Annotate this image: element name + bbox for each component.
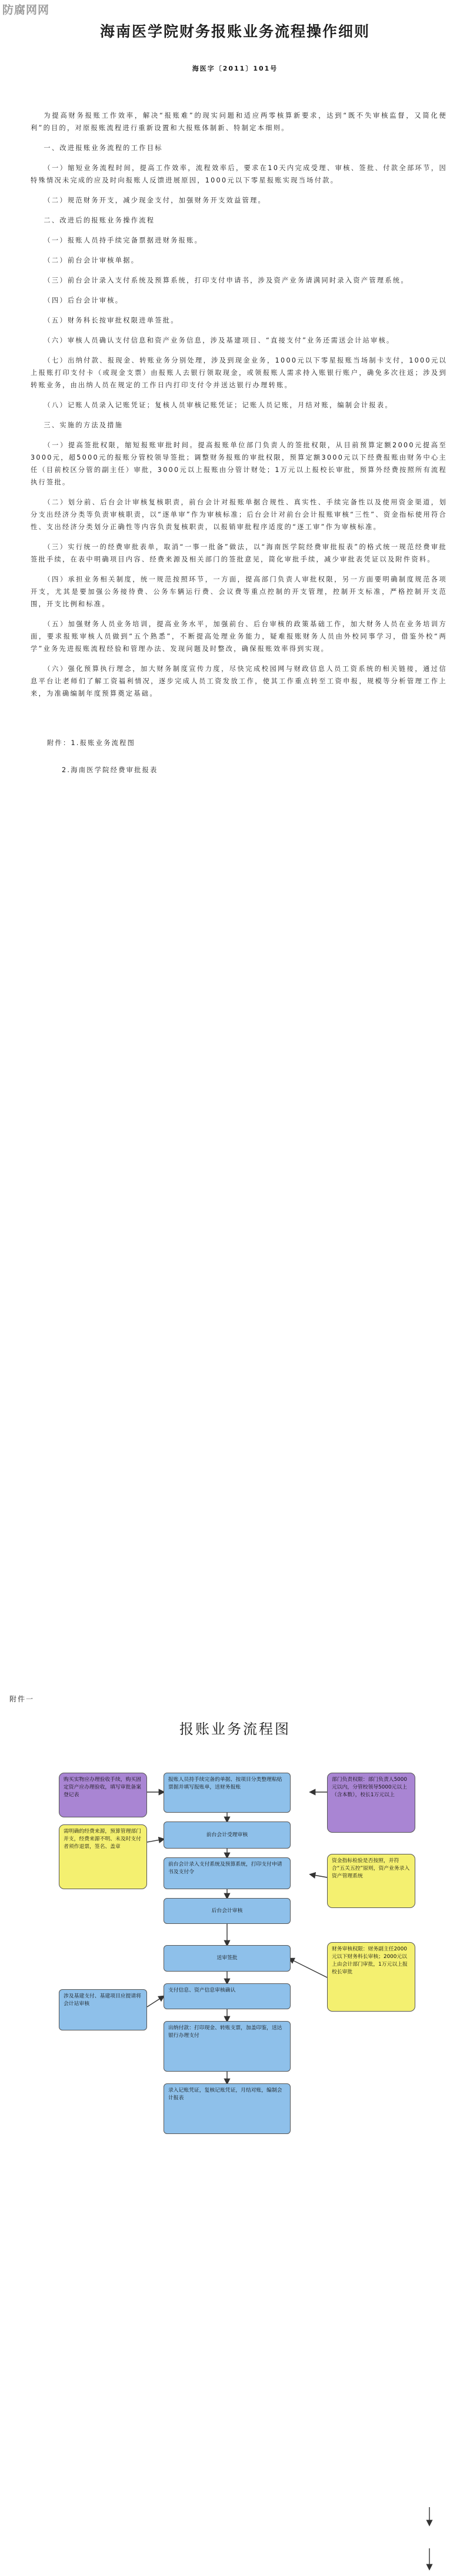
flow-step-reporter-submit: 报账人员持手续完备的单据、按项目分类整理粘贴票据并填写报账单，送财务报账 <box>164 1773 291 1813</box>
paragraph: （八）记账人员录入记账凭证；复核人员审核记账凭证；记账人员记账，月结对账，编制会计报表。 <box>44 401 393 409</box>
section-heading-2: 二、改进后的报账业务操作流程 <box>44 217 155 224</box>
paragraph: （五）加强财务人员业务培训，提高业务水平，加强前台、后台审核的政策基础工作，加大财务人员在业务培训方面，要求报账审核人员做到“五个熟悉”，不断提高处理业务能力，疑难报账财务人员由外校同事学习，借鉴外校“两学”业务先进报账流程经验和管理办法、发现问题及时整改，确保报账效率得到实现。 <box>31 620 447 653</box>
paragraph: （三）实行统一的经费审批表单，取消“一事一批备”做法，以“海南医学院经费审批报表”的格式统一规范经费审批签批手续，在表中明确项目内容、经费来源及相关部门的签批意见，简化审批手续，减少审批表凭证以及附件资料。 <box>31 543 447 563</box>
flow-step-sign: 送审签批 <box>164 1945 291 1972</box>
paragraph: （二）前台会计审核单据。 <box>44 257 139 264</box>
flow-step-confirm: 支付信息、资产信息审核确认 <box>164 1983 291 2009</box>
note-fund-index-check: 资金指标检验是否按照，并符合“五关五控”原则，资产业务录入资产管理系统 <box>327 1854 415 1908</box>
section-heading-3: 三、实施的方法及措施 <box>44 421 124 429</box>
flow-arrow <box>147 1996 164 2007</box>
paragraph: （四）承担业务相关制度，统一规范按照环节，一方面，提高部门负责人审批权限，另一方面要明确制度规范各项开支，尤其是要加强公务接待费、公务车辆运行费、会议费等重点控制的开支管理，控制开支标准，严格控制开支范围，开支比例和标准。 <box>31 576 447 608</box>
flowchart-title: 报账业务流程图 <box>179 1721 291 1737</box>
attachment-list-label: 附件：1.报账业务流程图 <box>47 739 136 747</box>
note-capital-project: 涉及基建支付、基建项目应提请将会计站审核 <box>59 1989 147 2030</box>
flow-step-front-review: 前台会计受理审核 <box>164 1822 291 1849</box>
note-finance-review-authority: 财务审核权限：财务副主任2000元以下财务科长审核；2000元以上由会计部门审批，1万元以上报校长审批 <box>327 1942 415 2012</box>
note-asset-acceptance: 购买实物应办理验收手续，购买固定资产应办理验收，填写审批备案登记表 <box>59 1773 147 1817</box>
watermark-logo: 防腐网网 <box>2 4 50 16</box>
paragraph: （一）缩短业务流程时间，提高工作效率，流程效率后，要求在10天内完成受理、审核、签批、付款全部环节，因特殊情况未完成的应及时向报账人反馈进展原因，1000元以下零星报账实现当场付款。 <box>31 164 447 184</box>
flow-arrow <box>311 1874 327 1877</box>
flow-step-front-entry: 前台会计录入支付系统及预算系统，打印支付申请书及支付令 <box>164 1857 291 1889</box>
flow-step-back-review: 后台会计审核 <box>164 1898 291 1924</box>
paragraph-intro: 为提高财务报账工作效率，解决“报账难”的现实问题和适应两零核算新要求，达到“既不失审核监督，又简化便利”的目的，对原报账流程进行重新设置和大报账体制新、特制定本细则。 <box>31 112 447 132</box>
section-heading-1: 一、改进报账业务流程的工作目标 <box>44 144 163 152</box>
paragraph: （五）财务科长按审批权限进单签批。 <box>44 317 179 324</box>
attachment-item-2: 2.海南医学院经费审批报表 <box>62 766 158 774</box>
paragraph: （六）审核人员确认支付信息和资产业务信息，涉及基建项目、“直接支付”业务还需送会计站审核。 <box>44 337 395 344</box>
paragraph: （二）规范财务开支，减少现金支付，加强财务开支效益管理。 <box>44 197 266 204</box>
note-funding-source: 需明确的经费来源，预算管理部门并支，经费来源不明、未及时支付者须作退票，签名、盖章 <box>59 1824 147 1889</box>
paragraph: （二）划分前、后台会计审核复核职责，前台会计对报账单据合规性、真实性、手续完备性以及使用资金渠道，划分支出经济分类等负责审核职责，以“逐单审”作为审核标准；后台会计对前台会计报账审核“三性”、资金指标使用符合性、支出经济分类划分正确性等内容负责复核职责，以报销审批程序适度的“逐工审”作为审核标准。 <box>31 498 447 531</box>
paragraph: （七）出纳付款、报现金、转账业务分别处理，涉及到现金业务，1000元以下零星报账当场制卡支付，1000元以上报账打印支付卡（或现金支票）由报账人去银行领取现金，或领报账人需求持入账银行账户，确免多次往返；涉及到转账业务，由出纳人员在规定的工作日内打印支付令并送达银行办理转账。 <box>31 357 447 389</box>
document-title: 海南医学院财务报账业务流程操作细则 <box>99 23 370 40</box>
paragraph: （四）后台会计审核。 <box>44 297 124 304</box>
flow-step-payment: 出纳付款：打印现金、转账支票，加盖印鉴，送达银行办理支付 <box>164 2021 291 2072</box>
paragraph: （六）强化预算执行理念，加大财务制度宣传力度，尽快完成校园网与财政信息人员工资系统的相关链接，通过信息平台让老师们了解工资福利情况，逐步完成人员工资发放工作，使其工作重点转至工资申报，规模等分析管理工作上来，为准确编制年度预算奠定基础。 <box>31 665 447 697</box>
flow-step-record: 录入记账凭证，复核记账凭证，月结对账，编制会计报表 <box>164 2083 291 2134</box>
flow-arrow <box>289 1959 327 1977</box>
paragraph: （一）提高签批权限，缩短报账审批时间。提高报账单位部门负责人的签批权限，从目前预算定额2000元提高至3000元，超5000元的报账分管校领导签批；调整财务报账的审批权限，预算定额3000元以下经费报账由财务中心主任（目前校区分管的副主任）审批，3000元以上报账由分管计财处；1万元以上报校长审批，预算外经费按照所有流程执行签批。 <box>31 441 447 486</box>
paragraph: （一）报账人员持手续完备票据进财务报账。 <box>44 237 203 244</box>
paragraph: （三）前台会计录入支付系统及预算系统，打印支付申请书，涉及资产业务请满同时录入资产管理系统。 <box>44 277 409 284</box>
appendix-label: 附件一 <box>9 1695 35 1703</box>
flow-arrow <box>147 1839 164 1842</box>
document-number: 海医字〔2011〕101号 <box>192 65 278 72</box>
note-approval-authority: 部门负责权限：部门负责人5000元以内，分管校领导5000元以上（含本数），校长1万元以上 <box>327 1773 415 1833</box>
